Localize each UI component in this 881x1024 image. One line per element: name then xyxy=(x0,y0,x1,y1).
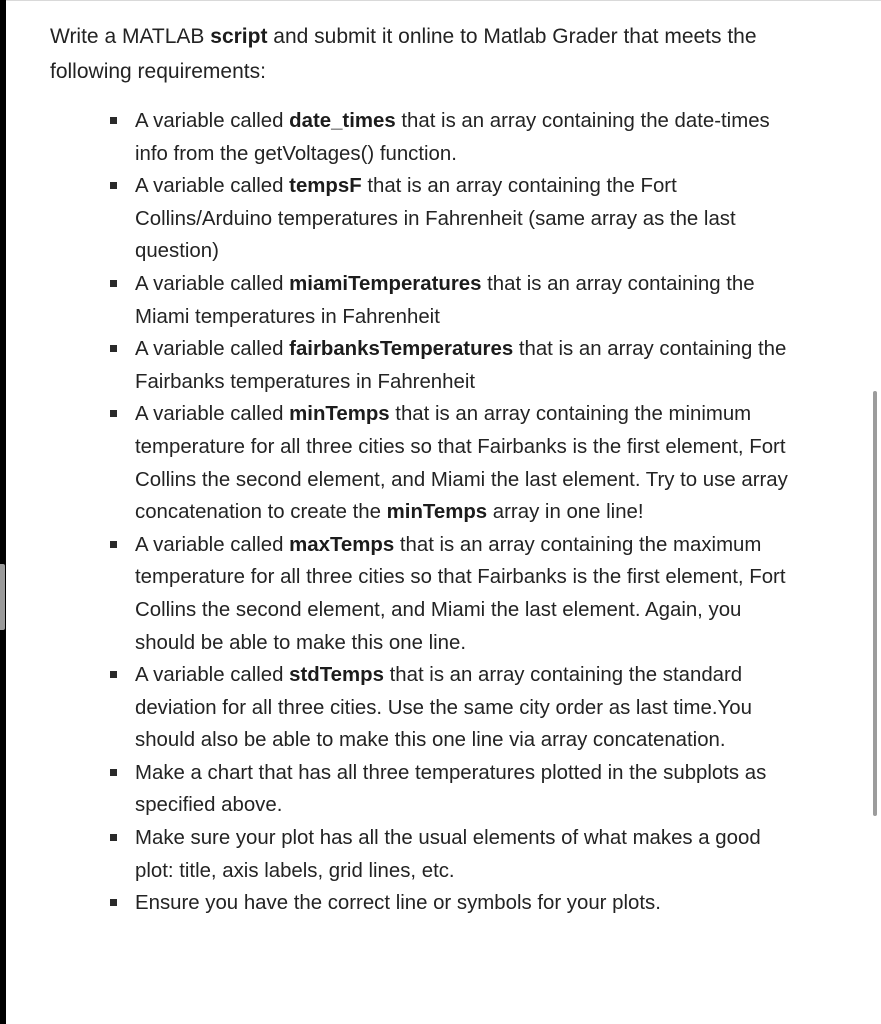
requirement-std-temps: A variable called stdTemps that is an array containing the standard deviation for all three cities. Use the same city order as last time.You should also be able to make this one line via array concatenation. xyxy=(135,659,795,757)
document-page xyxy=(6,0,881,1024)
requirement-line-symbols: Ensure you have the correct line or symbols for your plots. xyxy=(135,887,795,920)
requirement-min-temps: A variable called minTemps that is an array containing the minimum temperature for all three cities so that Fairbanks is the first element, Fort Collins the second element, and Miami the last element. Try to use array concatenation to create the minTemps array in one line! xyxy=(135,398,795,528)
requirements-list xyxy=(135,105,795,920)
requirement-chart: Make a chart that has all three temperatures plotted in the subplots as specified above. xyxy=(135,757,795,822)
requirement-fairbanks-temperatures: A variable called fairbanksTemperatures that is an array containing the Fairbanks temperatures in Fahrenheit xyxy=(135,333,795,398)
requirement-tempsf: A variable called tempsF that is an array containing the Fort Collins/Arduino temperatures in Fahrenheit (same array as the last question) xyxy=(135,170,795,268)
requirement-date-times: A variable called date_times that is an array containing the date-times info from the getVoltages() function. xyxy=(135,105,795,170)
bullet-icon xyxy=(110,671,117,678)
bullet-icon xyxy=(110,410,117,417)
bullet-icon xyxy=(110,899,117,906)
bullet-icon xyxy=(110,834,117,841)
intro-paragraph: Write a MATLAB script and submit it online to Matlab Grader that meets the following requirements: xyxy=(50,25,757,83)
vertical-scrollbar[interactable] xyxy=(873,391,877,816)
requirement-plot-elements: Make sure your plot has all the usual elements of what makes a good plot: title, axis labels, grid lines, etc. xyxy=(135,822,795,887)
left-edge-tab xyxy=(0,564,5,630)
requirement-max-temps: A variable called maxTemps that is an array containing the maximum temperature for all three cities so that Fairbanks is the first element, Fort Collins the second element, and Miami the last element. Again, you should be able to make this one line. xyxy=(135,529,795,659)
bullet-icon xyxy=(110,182,117,189)
requirement-miami-temperatures: A variable called miamiTemperatures that is an array containing the Miami temperatures in Fahrenheit xyxy=(135,268,795,333)
bullet-icon xyxy=(110,541,117,548)
bullet-icon xyxy=(110,117,117,124)
bullet-icon xyxy=(110,280,117,287)
bullet-icon xyxy=(110,345,117,352)
bullet-icon xyxy=(110,769,117,776)
